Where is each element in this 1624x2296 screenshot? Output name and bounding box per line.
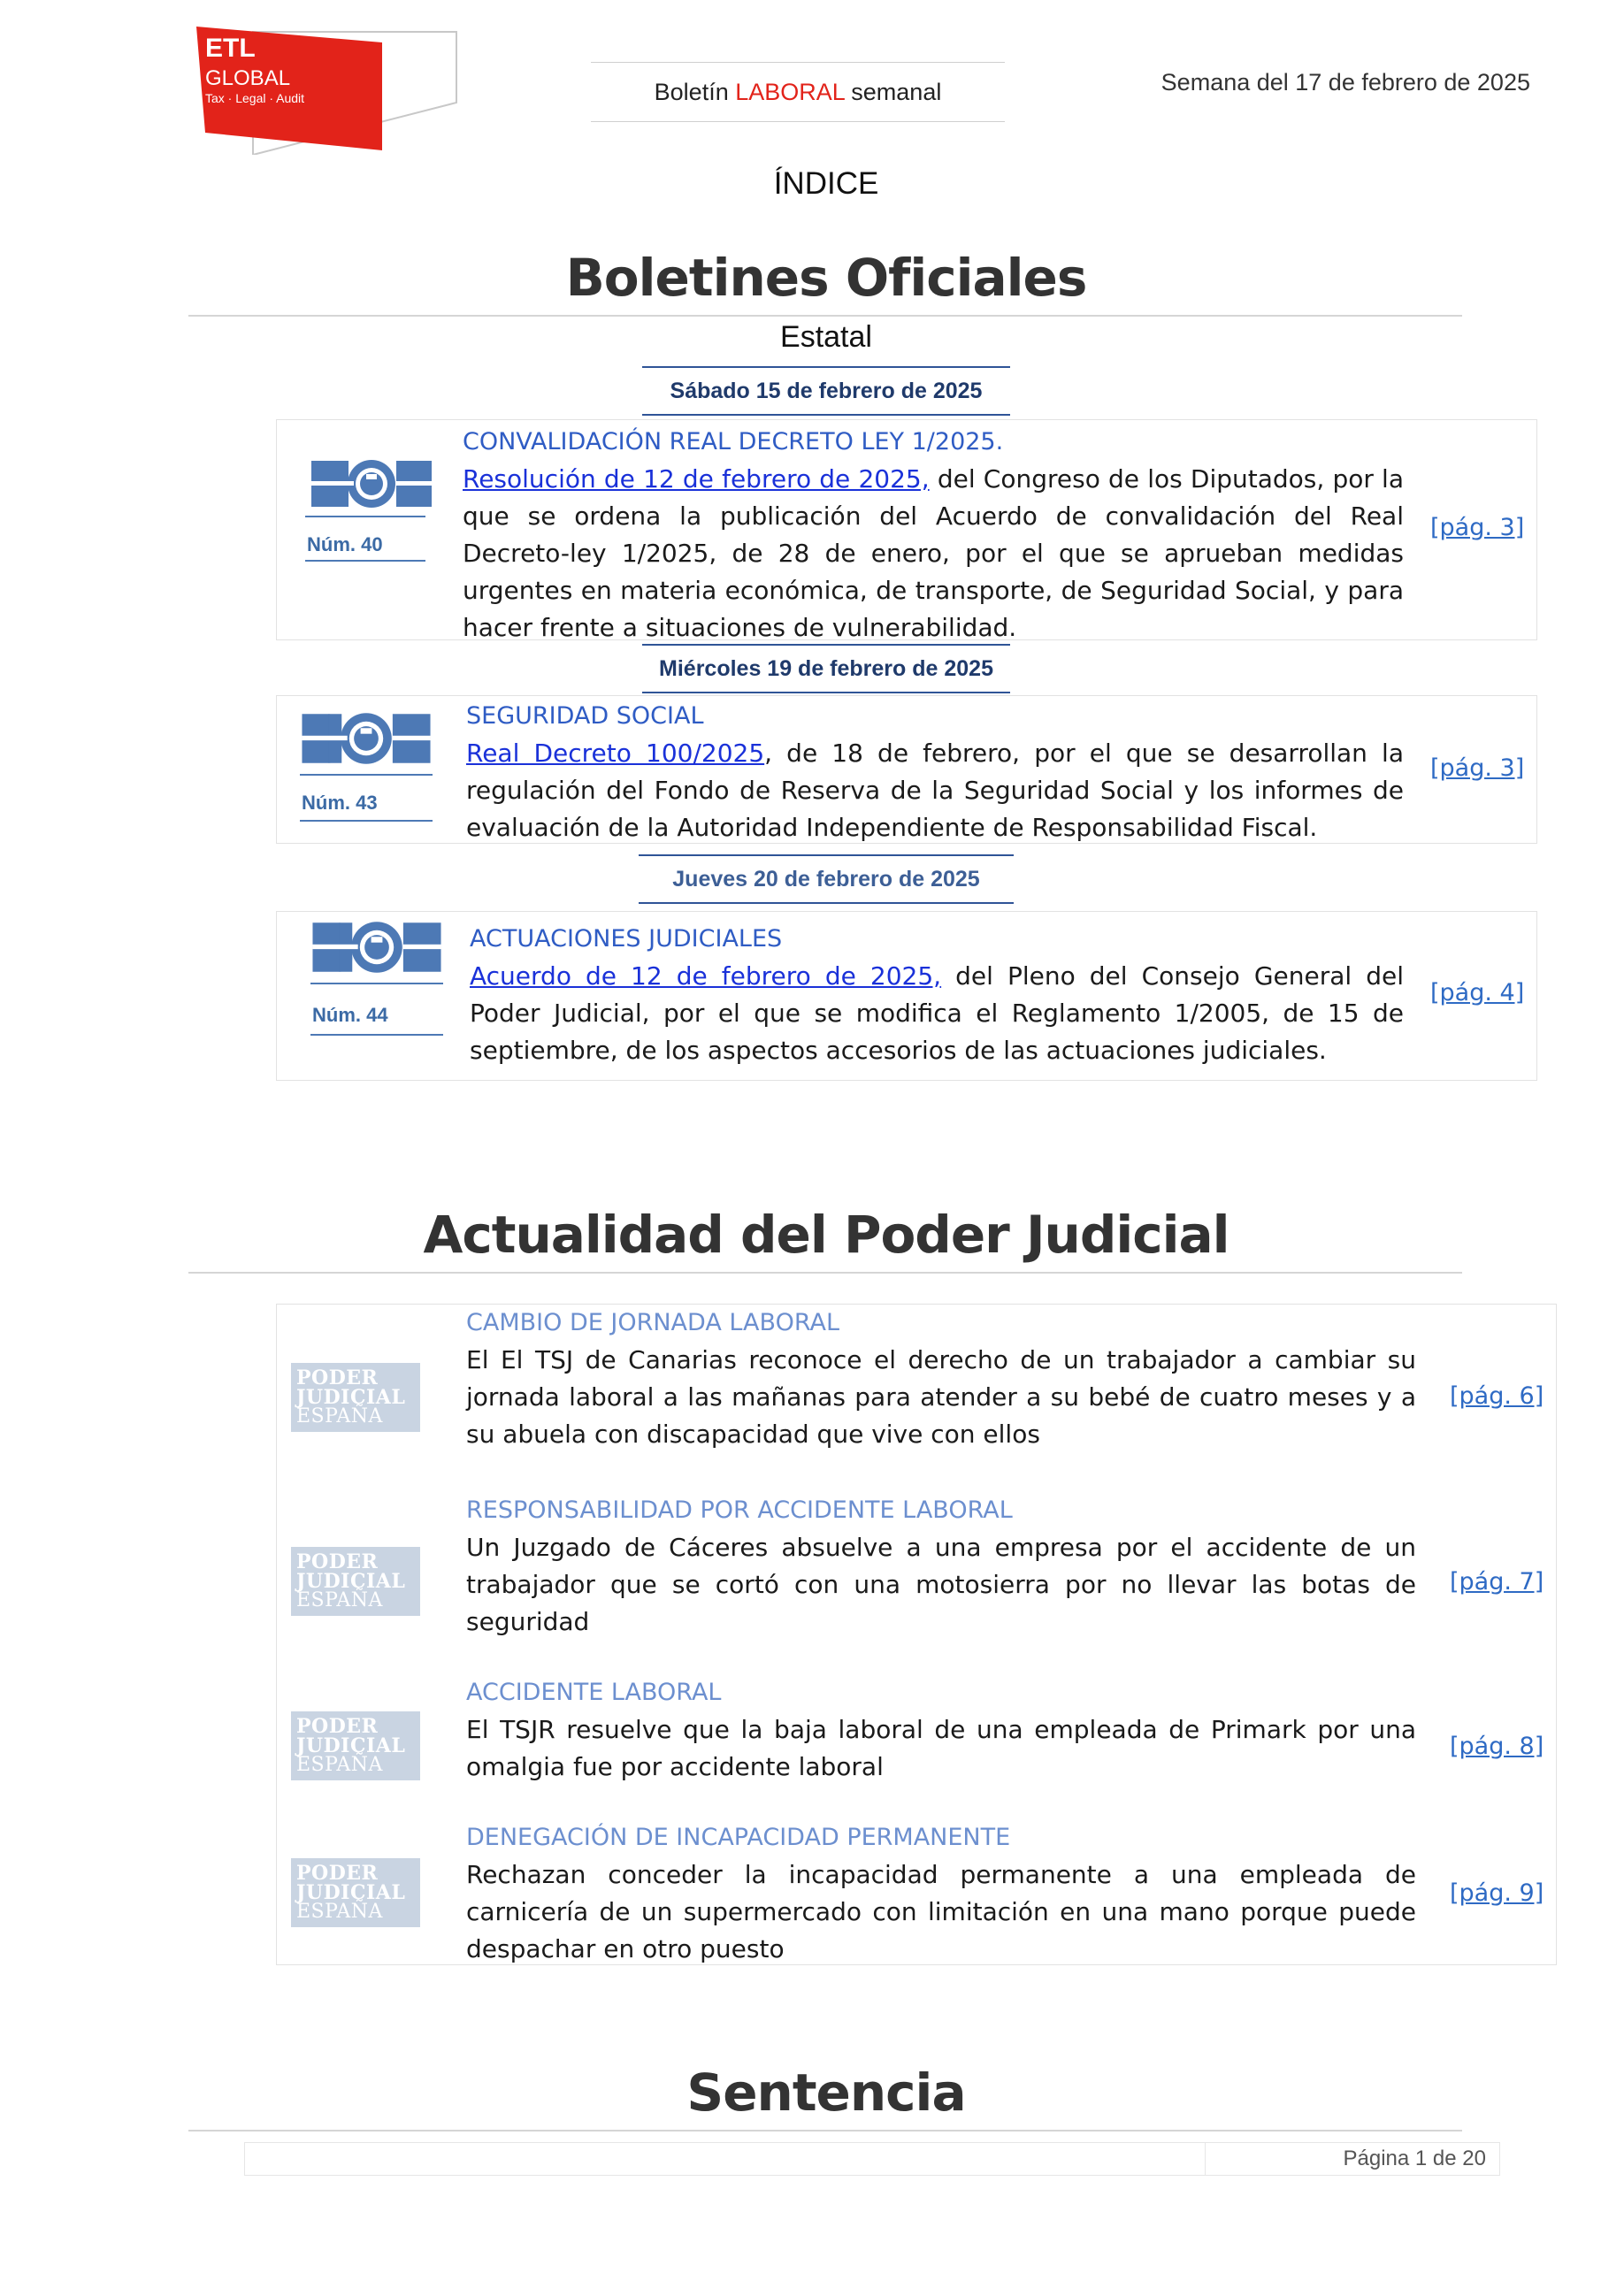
entry-description: El TSJR resuelve que la baja laboral de una empleada de Primark por una omalgia fue por accidente laboral: [466, 1715, 1416, 1781]
pj-entry: [466, 1819, 1416, 1968]
pj-logo-line: ESPAÑA: [296, 1754, 383, 1776]
entry-description: Un Juzgado de Cáceres absuelve a una empresa por el accidente de un trabajador que se cortó con una motosierra por no llevar las botas de seguridad: [466, 1533, 1416, 1636]
page-ref-link[interactable]: [pág. 7]: [1450, 1568, 1544, 1596]
boe-number: Núm. 40: [307, 533, 383, 555]
pj-logo-line: PODER: [296, 1550, 379, 1573]
bulletin-title-highlight: LABORAL: [735, 79, 845, 105]
bulletin-title-pre: Boletín: [654, 79, 736, 105]
section-title-sentencia: Sentencia: [686, 2063, 966, 2123]
entry-heading: ACTUACIONES JUDICIALES: [470, 925, 783, 953]
entry-heading: SEGURIDAD SOCIAL: [466, 702, 704, 730]
boe-logo-icon: [300, 710, 433, 767]
entry-description: , de 18 de febrero, por el que se desarrollan la regulación del Fondo de Reserva de la Seguridad Social y los informes de evaluación de la Autoridad Independiente de Responsabilidad Fiscal.: [466, 739, 1404, 842]
page-ref-link[interactable]: [pág. 9]: [1450, 1879, 1544, 1907]
entry-description: El El TSJ de Canarias reconoce el derecho de un trabajador a cambiar su jornada laboral a las mañanas para atender a su bebé de cuatro meses y a su abuela con discapacidad que vive con ellos: [466, 1345, 1416, 1449]
boe-logo-icon: [305, 457, 438, 510]
poder-judicial-list: [276, 1304, 1557, 1965]
boe-underline: [300, 820, 433, 822]
pj-entry: [466, 1674, 1416, 1786]
entry-heading: CONVALIDACIÓN REAL DECRETO LEY 1/2025.: [463, 428, 1004, 455]
pj-logo-line: PODER: [296, 1366, 379, 1389]
boe-number: Núm. 43: [302, 792, 378, 814]
section-divider: [188, 315, 1462, 317]
date-banner: Miércoles 19 de febrero de 2025: [642, 644, 1010, 693]
etl-global-logo: [196, 27, 462, 155]
boe-underline: [300, 774, 433, 776]
pj-logo-line: JUDICIAL: [296, 1734, 406, 1757]
section-title-boletines: Boletines Oficiales: [565, 248, 1087, 308]
boe-underline: [305, 560, 425, 562]
entry-heading: ACCIDENTE LABORAL: [466, 1679, 722, 1706]
date-banner: Sábado 15 de febrero de 2025: [642, 366, 1010, 416]
entry-heading: DENEGACIÓN DE INCAPACIDAD PERMANENTE: [466, 1824, 1011, 1851]
pj-logo-line: ESPAÑA: [296, 1405, 383, 1427]
page-ref-link[interactable]: [pág. 8]: [1450, 1733, 1544, 1760]
entry-description: del Pleno del Consejo General del Poder Judicial, por el que se modifica el Reglamento 1/2005, de 15 de septiembre, de los aspectos accesorios de las actuaciones judiciales.: [470, 961, 1404, 1065]
entry-description: Rechazan conceder la incapacidad permanente a una empleada de carnicería de un supermercado con limitación en una mano porque puede despachar en otro puesto: [466, 1860, 1416, 1963]
logo-text-etl: ETL: [205, 34, 256, 63]
pj-logo-line: PODER: [296, 1715, 379, 1738]
week-label: Semana del 17 de febrero de 2025: [1161, 69, 1530, 96]
poder-judicial-logo-icon: [291, 1858, 420, 1927]
date-banner: Jueves 20 de febrero de 2025: [639, 854, 1014, 904]
boe-entry: [276, 911, 1537, 1081]
section-title-poder-judicial: Actualidad del Poder Judicial: [423, 1205, 1229, 1265]
entry-body: [470, 921, 1404, 1069]
entry-heading: RESPONSABILIDAD POR ACCIDENTE LABORAL: [466, 1496, 1013, 1524]
page-ref-link[interactable]: [pág. 3]: [1430, 754, 1525, 782]
boe-underline: [310, 983, 443, 984]
pj-logo-line: JUDICIAL: [296, 1386, 406, 1409]
boe-number: Núm. 44: [312, 1004, 388, 1026]
pj-logo-line: ESPAÑA: [296, 1901, 383, 1923]
poder-judicial-logo-icon: [291, 1547, 420, 1616]
entry-heading: CAMBIO DE JORNADA LABORAL: [466, 1309, 839, 1336]
page-ref-link[interactable]: [pág. 4]: [1430, 979, 1525, 1006]
pj-entry: [466, 1492, 1416, 1641]
index-title: ÍNDICE: [773, 166, 879, 201]
boe-underline: [305, 516, 425, 517]
entry-link[interactable]: Acuerdo de 12 de febrero de 2025,: [470, 961, 942, 991]
boe-entry: [276, 419, 1537, 640]
page-ref-link[interactable]: [pág. 3]: [1430, 514, 1525, 541]
poder-judicial-logo-icon: [291, 1363, 420, 1432]
poder-judicial-logo-icon: [291, 1711, 420, 1780]
bulletin-title-post: semanal: [844, 79, 942, 105]
entry-description: del Congreso de los Diputados, por la que se ordena la publicación del Acuerdo de convalidación del Real Decreto-ley 1/2025, de 28 de enero, por el que se aprueban medidas urgentes en materia económica, de transporte, de Seguridad Social, y para hacer frente a situaciones de vulnerabilidad.: [463, 464, 1404, 642]
boe-logo-icon: [310, 919, 443, 976]
boe-entry: [276, 695, 1537, 844]
pj-logo-line: JUDICIAL: [296, 1570, 406, 1593]
entry-body: [466, 698, 1404, 846]
section-divider: [188, 2130, 1462, 2131]
logo-text-tagline: Tax · Legal · Audit: [205, 91, 305, 105]
logo-text-global: GLOBAL: [205, 66, 291, 90]
boe-underline: [310, 1034, 443, 1036]
pj-entry: [466, 1305, 1416, 1453]
entry-link[interactable]: Real Decreto 100/2025: [466, 739, 765, 768]
subsection-title-estatal: Estatal: [780, 320, 872, 354]
pj-logo-line: ESPAÑA: [296, 1589, 383, 1611]
page-number: Página 1 de 20: [1343, 2147, 1486, 2170]
entry-body: [463, 424, 1404, 647]
section-divider: [188, 1272, 1462, 1274]
bulletin-title: [591, 62, 1005, 122]
pj-logo-line: PODER: [296, 1862, 379, 1885]
page-ref-link[interactable]: [pág. 6]: [1450, 1382, 1544, 1410]
footer-divider: [1205, 2142, 1206, 2176]
pj-logo-line: JUDICIAL: [296, 1881, 406, 1904]
entry-link[interactable]: Resolución de 12 de febrero de 2025,: [463, 464, 930, 494]
